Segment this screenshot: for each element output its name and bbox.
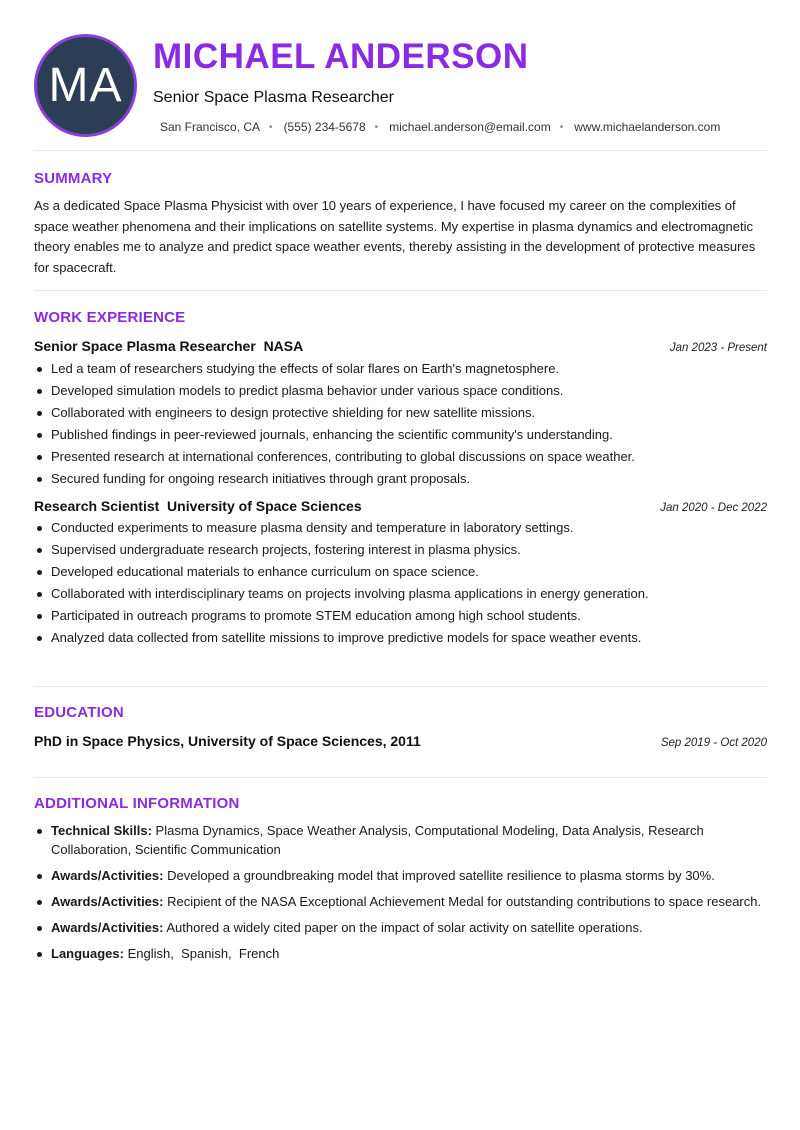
job-bullets (34, 358, 767, 490)
bullet-separator-icon: • (559, 121, 564, 133)
item-text: Recipient of the NASA Exceptional Achievement Medal for outstanding contributions to space research. (167, 894, 762, 909)
item-text: Plasma Dynamics, Space Weather Analysis, Computational Modeling, Data Analysis, Research Collaboration, Scientific Communication (51, 823, 704, 857)
work-experience-section (34, 309, 767, 649)
list-item: Led a team of researchers studying the effects of solar flares on Earth's magnetosphere. (34, 358, 767, 380)
degree: PhD in Space Physics, University of Space Sciences, 2011 (34, 733, 421, 749)
item-text: Authored a widely cited paper on the impact of solar activity on satellite operations. (166, 920, 643, 935)
contact-line (160, 120, 720, 134)
list-item: Secured funding for ongoing research initiatives through grant proposals. (34, 468, 767, 490)
divider (34, 290, 767, 291)
item-text: Developed a groundbreaking model that improved satellite resilience to plasma storms by 30%. (167, 868, 715, 883)
candidate-title: Senior Space Plasma Researcher (153, 89, 395, 106)
list-item (34, 821, 767, 859)
list-item: Presented research at international conferences, contributing to global discussions on space weather. (34, 446, 767, 468)
item-label: Awards/Activities: (51, 894, 164, 909)
resume-header (34, 0, 767, 150)
item-text: English, Spanish, French (127, 946, 280, 961)
additional-info-heading: ADDITIONAL INFORMATION (34, 795, 240, 812)
item-label: Technical Skills: (51, 823, 152, 838)
contact-website[interactable]: www.michaelanderson.com (574, 120, 721, 134)
item-label: Languages: (51, 946, 124, 961)
job-header (34, 498, 767, 514)
list-item: Supervised undergraduate research projects, fostering interest in plasma physics. (34, 539, 767, 561)
job-title: Senior Space Plasma Researcher NASA (34, 338, 304, 354)
job-dates: Jan 2020 - Dec 2022 (660, 502, 767, 514)
item-label: Awards/Activities: (51, 868, 164, 883)
contact-email[interactable]: michael.anderson@email.com (389, 120, 551, 134)
candidate-name: MICHAEL ANDERSON (153, 37, 529, 76)
list-item: Published findings in peer-reviewed journals, enhancing the scientific community's understanding. (34, 424, 767, 446)
avatar (34, 34, 137, 137)
list-item: Collaborated with engineers to design protective shielding for new satellite missions. (34, 402, 767, 424)
divider (34, 777, 767, 778)
education-dates: Sep 2019 - Oct 2020 (660, 737, 767, 749)
divider (34, 686, 767, 687)
job-dates: Jan 2023 - Present (669, 342, 767, 354)
list-item (34, 918, 767, 937)
list-item (34, 944, 767, 963)
list-item (34, 892, 767, 911)
job-bullets (34, 517, 767, 649)
additional-info-list (34, 821, 767, 963)
bullet-separator-icon: • (374, 121, 379, 133)
contact-phone[interactable]: (555) 234-5678 (283, 120, 366, 134)
education-heading: EDUCATION (34, 704, 124, 721)
education-section (34, 704, 767, 749)
summary-section (34, 170, 767, 278)
list-item: Participated in outreach programs to promote STEM education among high school students. (34, 605, 767, 627)
bullet-separator-icon: • (269, 121, 273, 133)
contact-location: San Francisco, CA (160, 120, 261, 134)
list-item (34, 866, 767, 885)
avatar-initials: MA (48, 59, 123, 112)
list-item: Collaborated with interdisciplinary teams on projects involving plasma applications in energy generation. (34, 583, 767, 605)
job-title: Research Scientist University of Space Sciences (34, 498, 362, 514)
summary-heading: SUMMARY (34, 170, 113, 187)
resume-page (34, 0, 767, 961)
list-item: Conducted experiments to measure plasma density and temperature in laboratory settings. (34, 517, 767, 539)
work-experience-heading: WORK EXPERIENCE (34, 309, 186, 326)
job-header (34, 338, 767, 354)
additional-info-section (34, 795, 767, 970)
list-item: Developed educational materials to enhance curriculum on space science. (34, 561, 767, 583)
list-item: Analyzed data collected from satellite missions to improve predictive models for space weather events. (34, 627, 767, 649)
item-label: Awards/Activities: (51, 920, 164, 935)
education-entry (34, 733, 767, 749)
summary-text: As a dedicated Space Plasma Physicist with over 10 years of experience, I have focused my career on the complexities of space weather phenomena and their implications on satellite systems. My expertise in plasma dynamics and electromagnetic theory enables me to analyze and predict space weather events, thereby assisting in the development of protective measures for spacecraft. (34, 198, 756, 275)
list-item: Developed simulation models to predict plasma behavior under various space conditions. (34, 380, 767, 402)
job-entry (34, 338, 767, 490)
divider (34, 150, 767, 151)
job-entry (34, 498, 767, 649)
